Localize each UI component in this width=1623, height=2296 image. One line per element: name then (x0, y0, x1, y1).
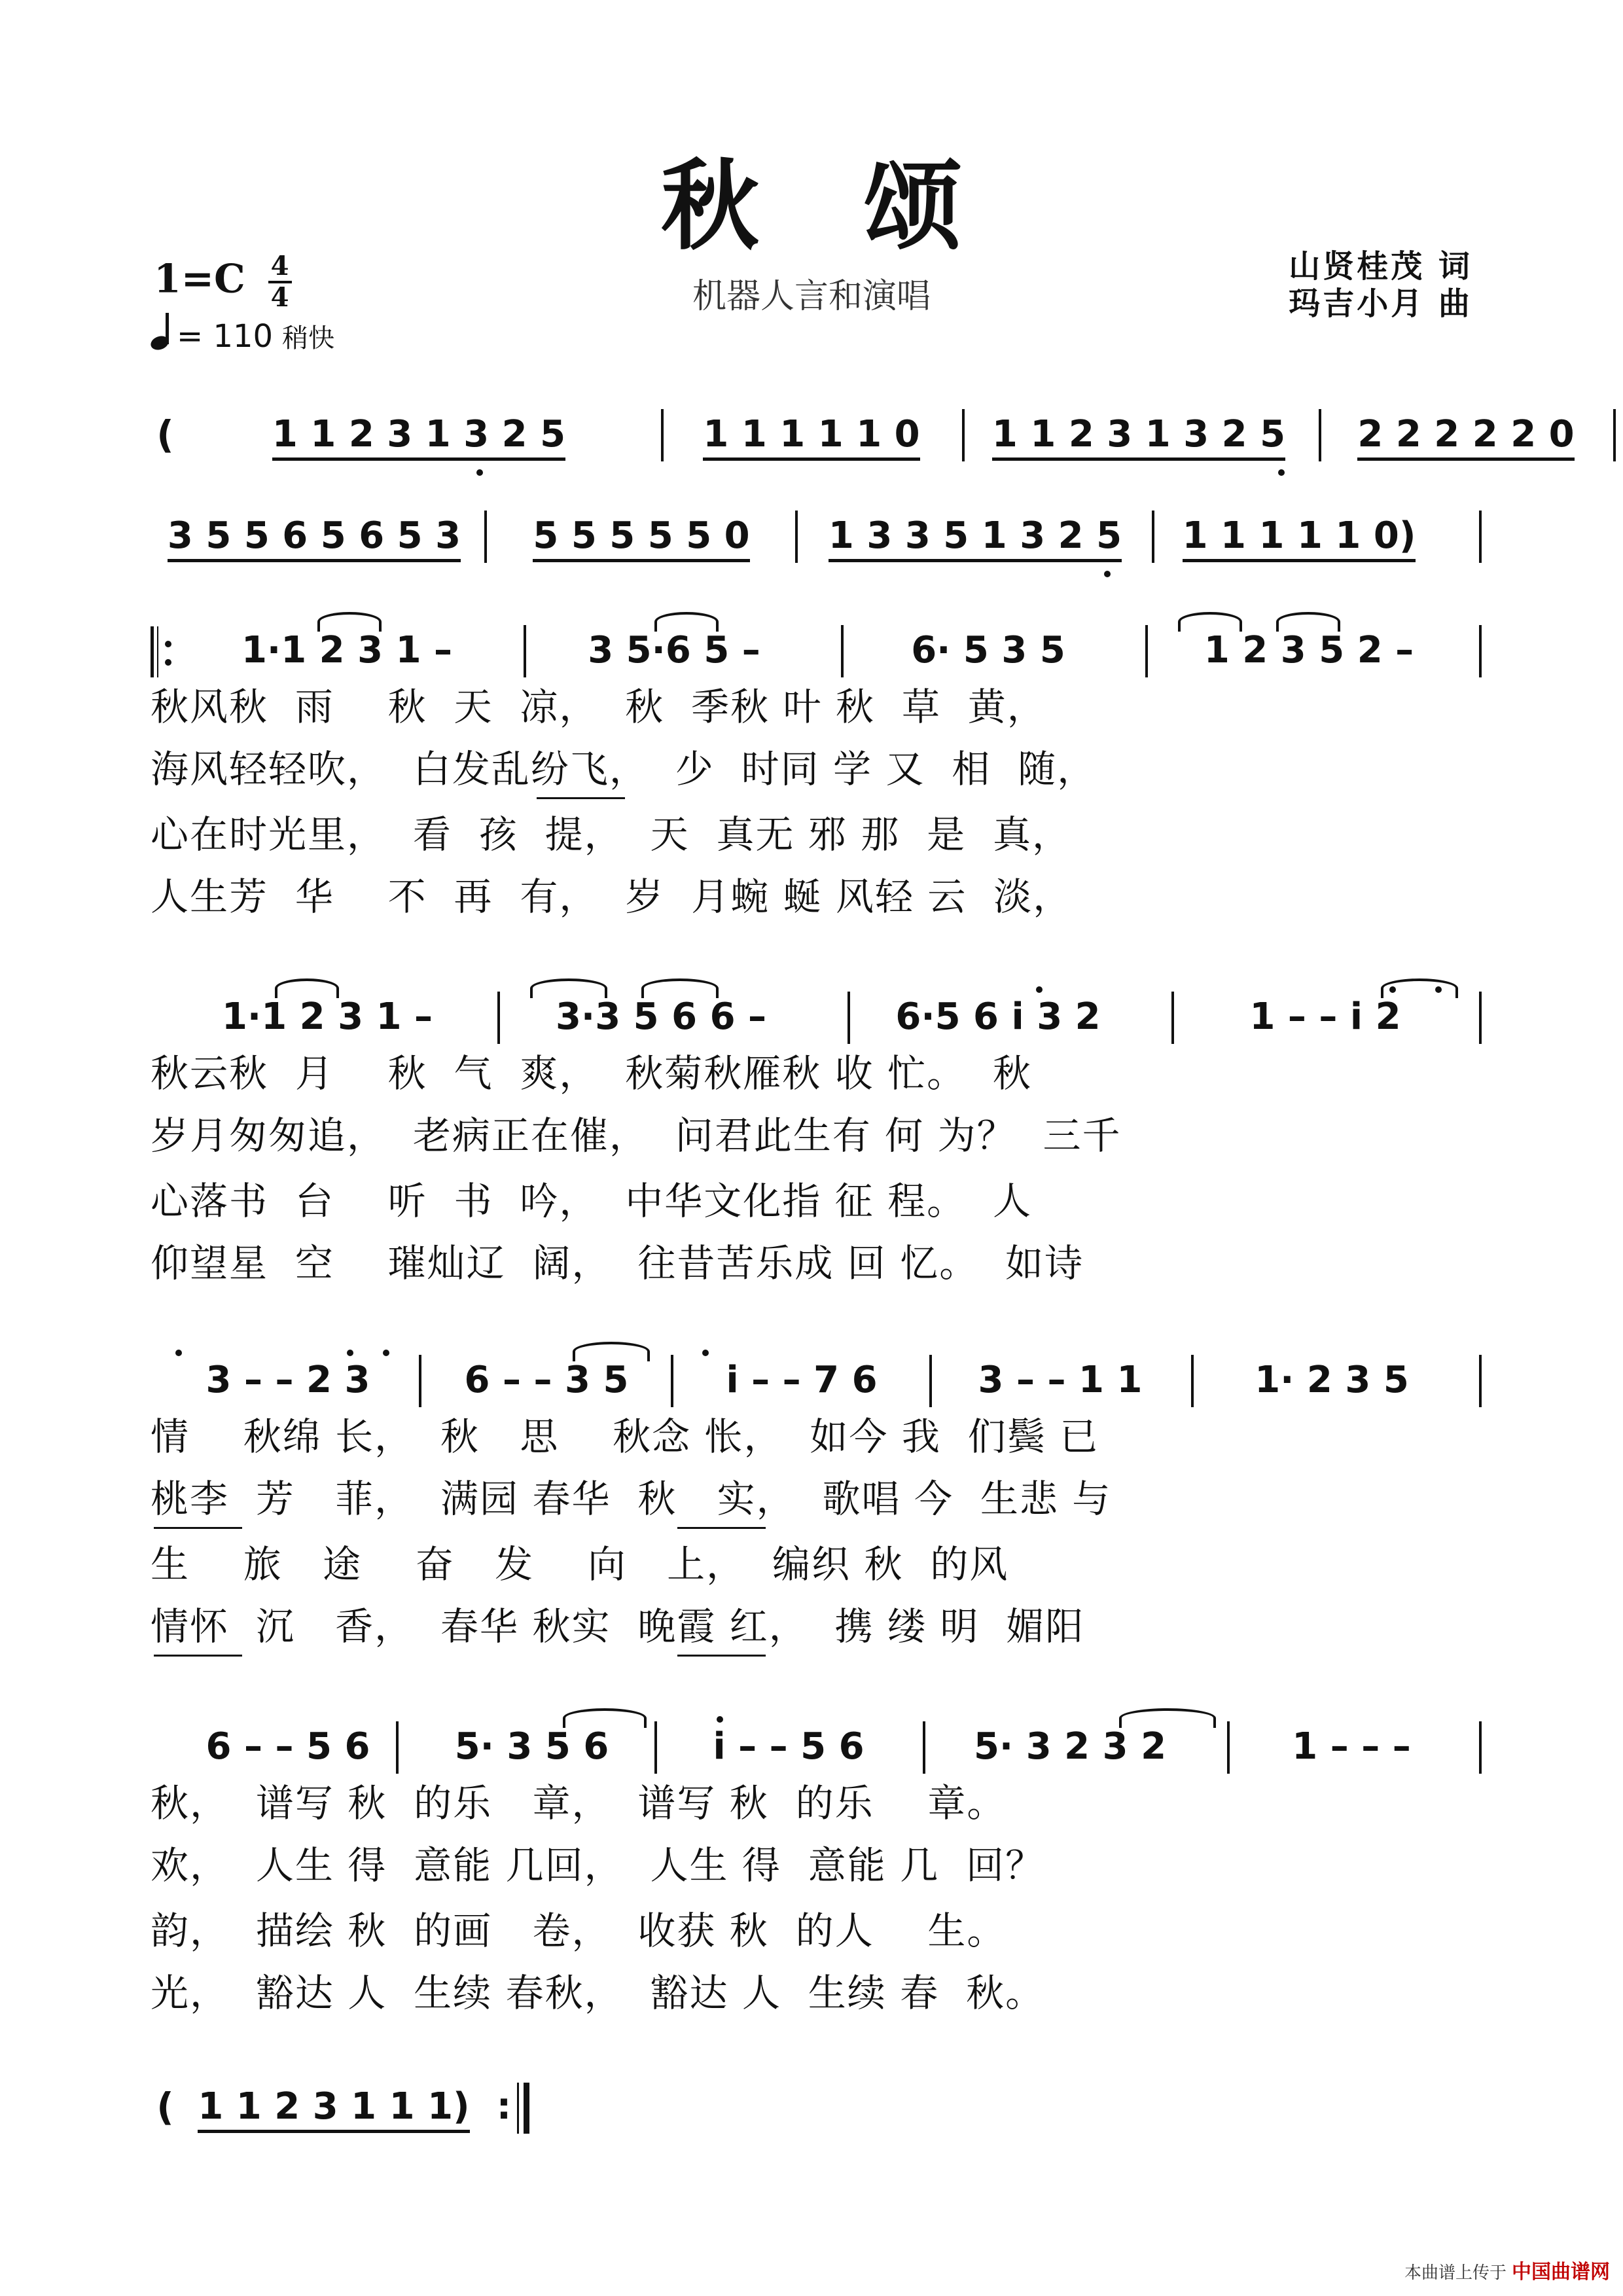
upper-octave-dot (347, 1350, 353, 1356)
lyric-line: 秋， 谱写 秋 的乐 章， 谱写 秋 的乐 章。 (151, 1781, 1007, 1825)
upper-octave-dot (1389, 986, 1396, 993)
lyric-line: 秋风秋 雨 秋 天 凉， 秋 季秋 叶 秋 草 黄， (151, 685, 1046, 729)
lyric-underline (154, 1527, 242, 1529)
bar-line (1171, 992, 1174, 1044)
measure: 1 3 3 5 1 3 2 5 (802, 504, 1149, 589)
bar-line (484, 511, 487, 563)
upper-octave-dot (1036, 986, 1043, 993)
measure: 3 – – 1 1 (978, 1359, 1143, 1401)
measure: 5· 3 5 6 (454, 1725, 609, 1768)
measure: 1 1 2 3 1 1 1) (177, 2075, 491, 2160)
score-row-7 (151, 2075, 1482, 2160)
slur (275, 978, 339, 998)
key-label: 1=C (154, 256, 245, 302)
lyric-line: 岁月匆匆追， 老病正在催， 问君此生有 何 为？ 三千 (151, 1113, 1122, 1158)
bar-line (654, 1721, 657, 1774)
measure: 1 2 3 5 2 – (1204, 629, 1414, 672)
measure: 3·3 5 6 6 – (555, 996, 767, 1038)
slur (654, 612, 719, 632)
bar-line (1319, 409, 1321, 461)
singer-credit: 机器人言和演唱 (692, 277, 931, 316)
repeat-end-thin (517, 2083, 519, 2134)
measure: 6 – – 3 5 (464, 1359, 629, 1401)
bar-line (847, 992, 850, 1044)
bar-line (1479, 1721, 1482, 1774)
tempo-text: 稍快 (282, 323, 335, 353)
bar-line (795, 511, 798, 563)
bar-line (962, 409, 965, 461)
lyric-line: 秋云秋 月 秋 气 爽， 秋菊秋雁秋 收 忙。 秋 (151, 1051, 1032, 1096)
measure: 1 1 1 1 1 0 (668, 403, 955, 488)
slur (641, 978, 719, 998)
lyric-line: 海风轻轻吹， 白发乱纷飞， 少 时同 学 又 相 随， (151, 747, 1097, 791)
time-sig-bottom: 4 (270, 282, 289, 313)
measure: 3 – – 2 3 (205, 1359, 370, 1401)
lower-octave-dot (1278, 469, 1285, 476)
bar-line (929, 1355, 932, 1407)
measure: 6 – – 5 6 (205, 1725, 370, 1768)
upper-octave-dot (383, 1350, 389, 1356)
measure: 1· 2 3 5 (1255, 1359, 1409, 1401)
bar-line (1479, 1355, 1482, 1407)
footer-credit (1404, 2255, 1610, 2284)
bar-line (1145, 625, 1148, 677)
slur (1276, 612, 1340, 632)
bar-line (497, 992, 500, 1044)
lyric-underline (677, 1527, 766, 1529)
measure: 1·1 2 3 1 – (221, 996, 433, 1038)
quarter-note-icon (151, 313, 177, 352)
bar-line (1479, 625, 1482, 677)
page-title: 秋颂 (660, 149, 1067, 264)
measure: 5· 3 2 3 2 (973, 1725, 1167, 1768)
upper-octave-dot (175, 1350, 182, 1356)
lyric-line: 情怀 沉 香， 春华 秋实 晚霞 红， 携 缕 明 媚阳 (151, 1604, 1085, 1649)
measure: i – – 5 6 (713, 1725, 865, 1768)
slur (1178, 612, 1242, 632)
measure: 3 5 5 6 5 6 5 3 (151, 504, 478, 589)
measure: i – – 7 6 (726, 1359, 878, 1401)
slur (530, 978, 607, 998)
bar-line (1227, 1721, 1230, 1774)
repeat-end-thick (524, 2083, 529, 2134)
bar-line (671, 1355, 673, 1407)
measure: 1·1 2 3 1 – (241, 629, 453, 672)
lyric-line: 生 旅 途 奋 发 向 上， 编织 秋 的风 (151, 1542, 1009, 1587)
bar-line (923, 1721, 925, 1774)
slur (317, 612, 382, 632)
measure: 3 5·6 5 – (588, 629, 760, 672)
measure: 1 1 2 3 1 3 2 5 (177, 403, 661, 488)
lyric-underline (537, 797, 625, 799)
slur (573, 1342, 650, 1361)
bar-line (1479, 992, 1482, 1044)
composer-credit: 玛吉小月 曲 (1289, 285, 1472, 322)
lyric-line: 欢， 人生 得 意能 几回， 人生 得 意能 几 回？ (151, 1843, 1045, 1888)
lyric-underline (154, 1655, 242, 1657)
upload-text: 本曲谱上传于 (1404, 2263, 1507, 2283)
lyric-underline (677, 1655, 766, 1657)
tempo-marking (151, 313, 334, 355)
upper-octave-dot (717, 1716, 723, 1723)
time-sig-top: 4 (268, 252, 292, 283)
bar-line (1479, 511, 1482, 563)
lyric-line: 光， 豁达 人 生续 春秋， 豁达 人 生续 春 秋。 (151, 1971, 1045, 2015)
slur (563, 1708, 647, 1728)
key-signature (154, 252, 292, 312)
slur (1119, 1708, 1216, 1728)
measure: 6·5 6 i 3 2 (895, 996, 1101, 1038)
lyric-line: 人生芳 华 不 再 有， 岁 月蜿 蜒 风轻 云 淡， (151, 874, 1073, 919)
bar-line (419, 1355, 421, 1407)
lyric-line: 情 秋绵 长， 秋 思 秋念 怅， 如今 我 们鬓 已 (151, 1414, 1099, 1459)
bar-line (841, 625, 844, 677)
measure: 1 – – i 2 (1249, 996, 1401, 1038)
lyric-line: 韵， 描绘 秋 的画 卷， 收获 秋 的人 生。 (151, 1909, 1007, 1953)
site-logo: 中国曲谱网 (1512, 2261, 1610, 2284)
bar-line (1613, 409, 1616, 461)
score-row-2 (151, 504, 1482, 589)
score-row-1 (151, 403, 1575, 488)
upper-octave-dot (702, 1350, 709, 1356)
tempo-value: = 110 (177, 318, 274, 355)
bar-line (524, 625, 526, 677)
lower-octave-dot (476, 469, 483, 476)
bar-line (396, 1721, 399, 1774)
measure: 2 2 2 2 2 0 (1325, 403, 1607, 488)
measure: 1 1 2 3 1 3 2 5 (969, 403, 1309, 488)
measure: 6· 5 3 5 (911, 629, 1065, 672)
lyric-line: 心落书 台 听 书 吟， 中华文化指 征 程。 人 (151, 1179, 1032, 1223)
lower-octave-dot (1104, 571, 1111, 577)
lyric-line: 心在时光里， 看 孩 提， 天 真无 邪 那 是 真， (151, 812, 1071, 857)
bar-line (1191, 1355, 1194, 1407)
lyricist-credit: 山贤桂茂 词 (1289, 248, 1472, 285)
bar-line (1152, 511, 1154, 563)
lyric-line: 仰望星 空 璀灿辽 阔， 往昔苦乐成 回 忆。 如诗 (151, 1241, 1084, 1285)
measure: 5 5 5 5 5 0 (491, 504, 792, 589)
repeat-dots: : (496, 2085, 512, 2128)
measure: 1 1 1 1 1 0) (1158, 504, 1440, 589)
open-paren: ( (156, 2085, 174, 2129)
bar-line (661, 409, 664, 461)
open-paren: ( (156, 412, 174, 457)
time-signature (268, 252, 292, 312)
upper-octave-dot (1435, 986, 1442, 993)
lyric-line: 桃李 芳 菲， 满园 春华 秋 实， 歌唱 今 生悲 与 (151, 1477, 1112, 1521)
measure: 1 – – – (1292, 1725, 1411, 1768)
